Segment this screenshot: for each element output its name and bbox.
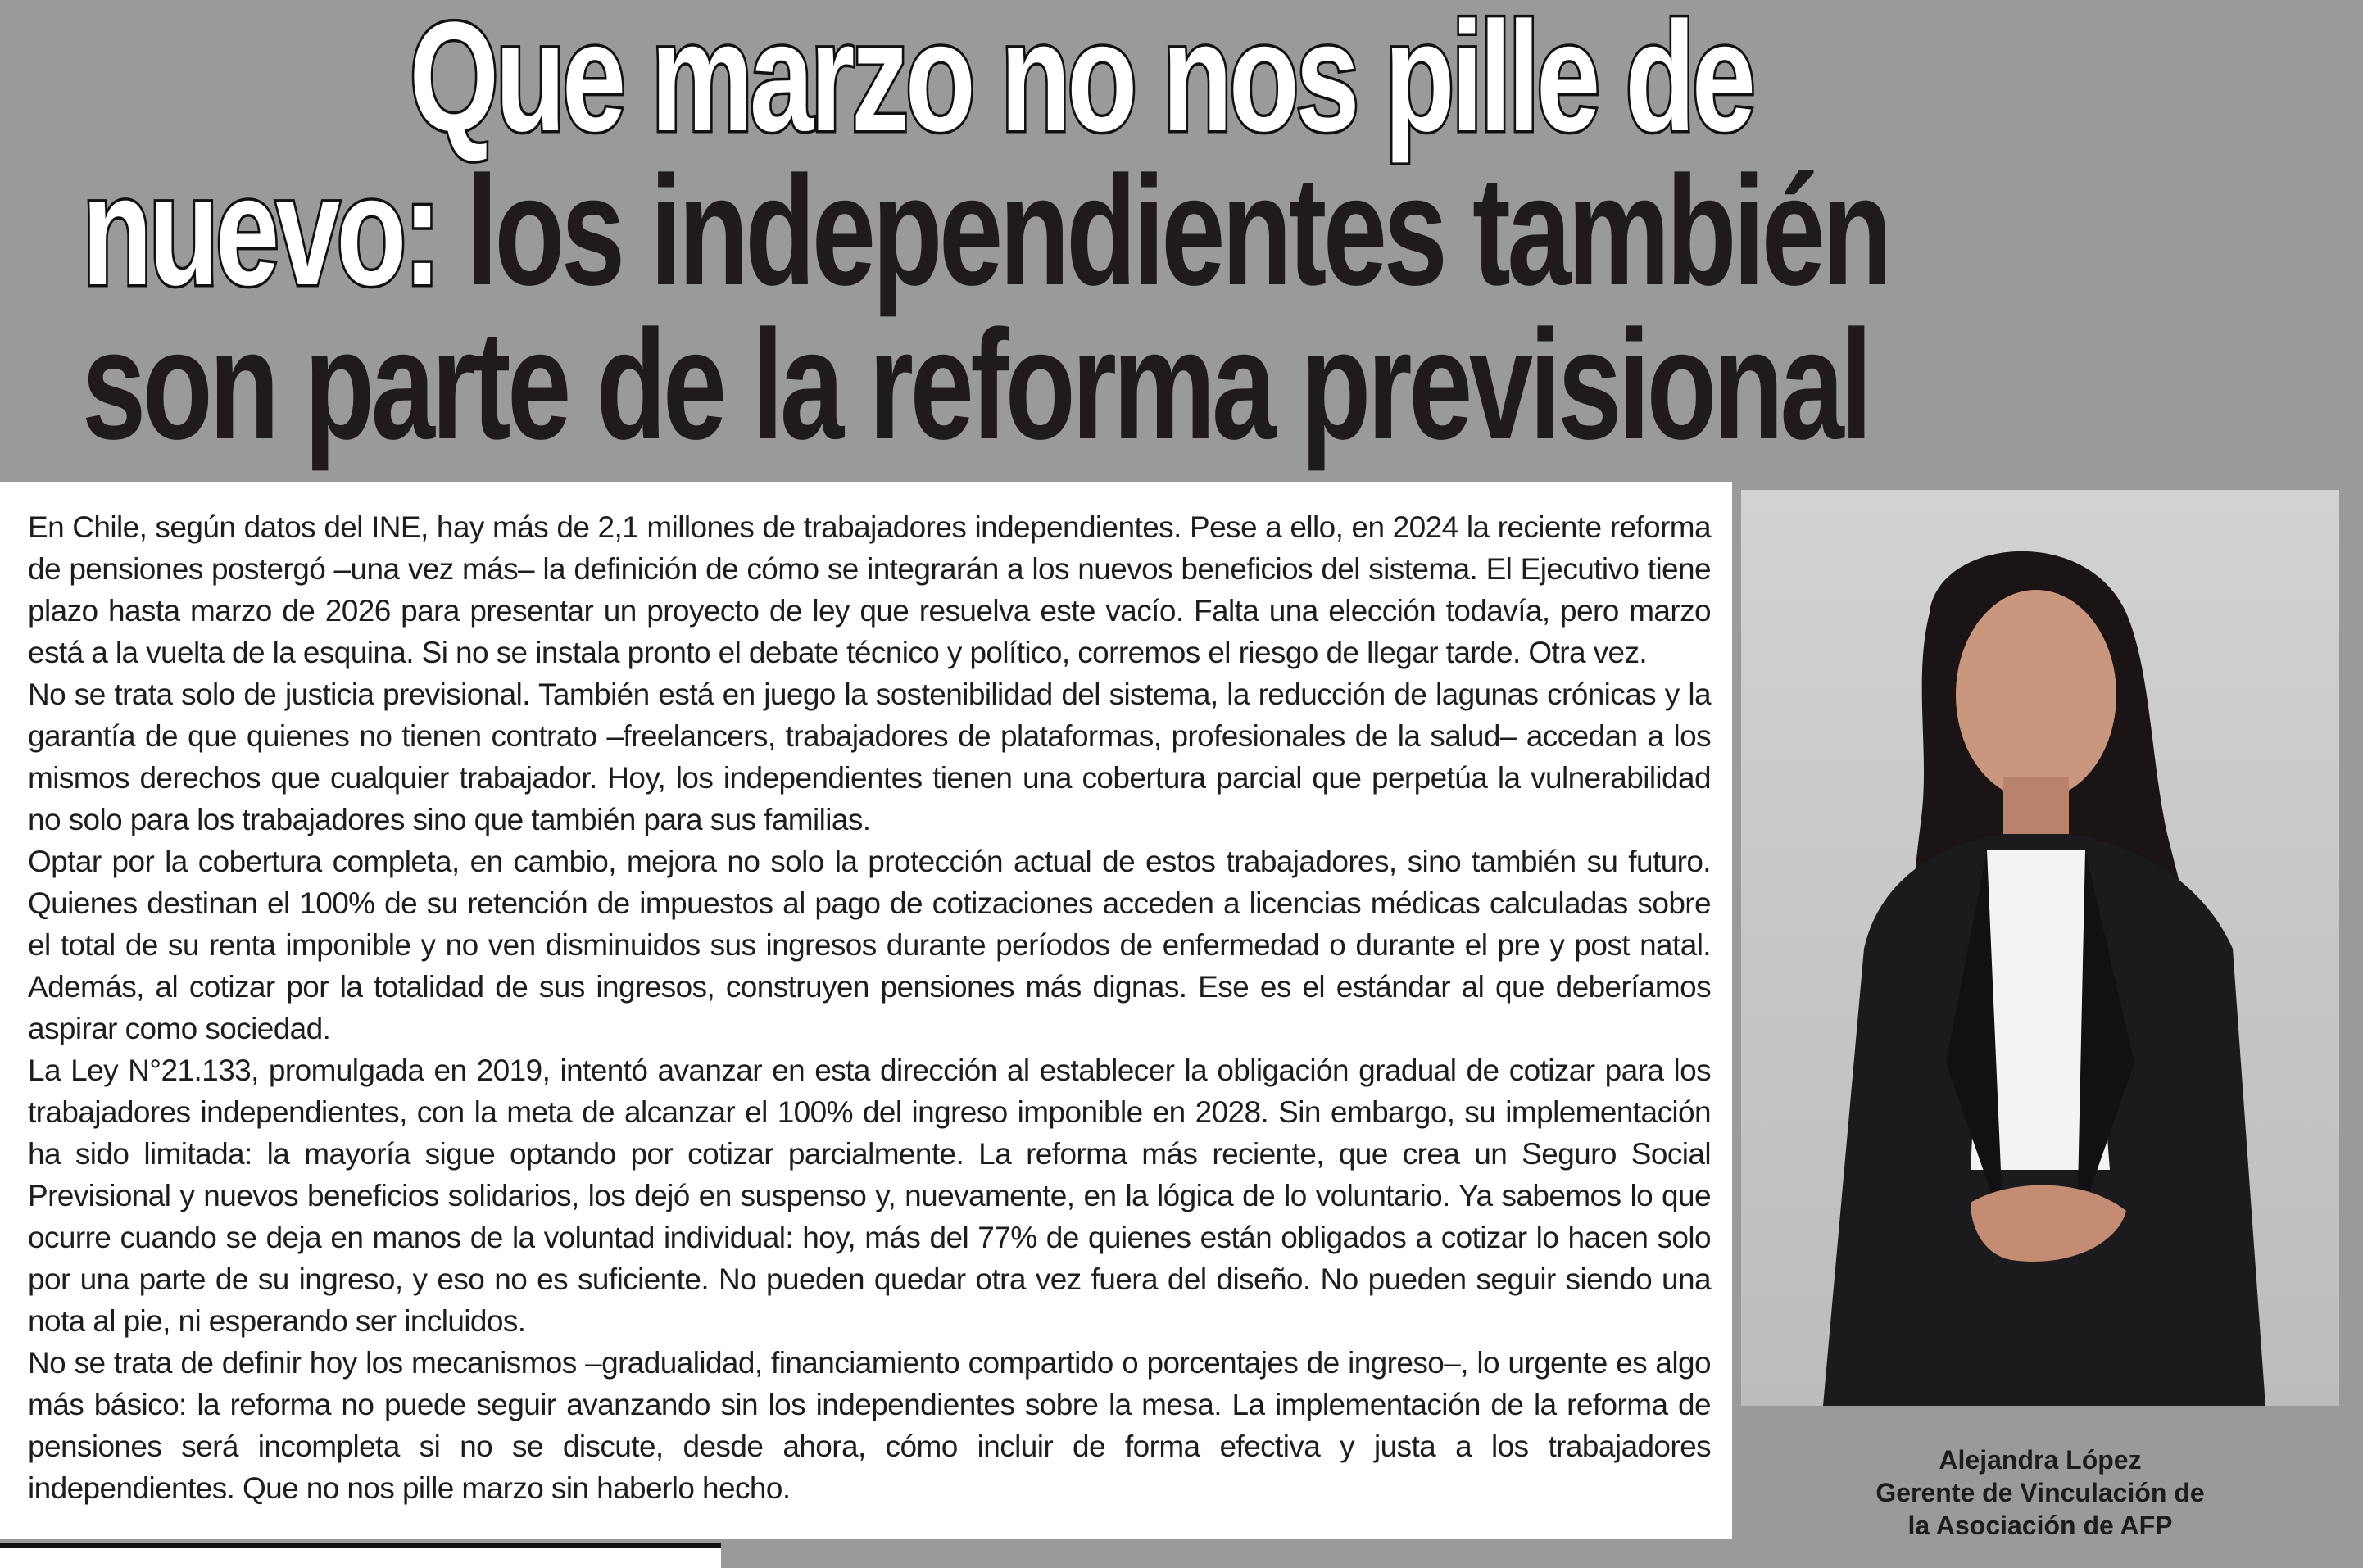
caption-author-name: Alejandra López xyxy=(1939,1445,2142,1475)
headline-highlight-word: nuevo: xyxy=(82,144,438,318)
article-paragraph-2: No se trata solo de justicia previsional. También está en juego la sostenibilidad del sistema, la reducción de lagunas crónicas y la garantía de que quienes no tienen contrato –freelancers, trabajadores de plataformas, profesionales de la salud– accedan a los mismos derechos que cualquier trabajador. Hoy, los independientes tienen una cobertura parcial que perpetúa la vulnerabilidad no solo para los trabajadores sino que también para sus familias. xyxy=(28,678,1711,836)
author-portrait-photo xyxy=(1741,490,2339,1406)
headline-line-1: Que marzo no nos pille de xyxy=(409,0,1753,164)
photo-caption xyxy=(1741,1443,2339,1542)
headline xyxy=(82,0,1889,472)
caption-role-line-2: la Asociación de AFP xyxy=(1907,1511,2173,1540)
article-paragraph-5: No se trata de definir hoy los mecanismos –gradualidad, financiamiento compartido o porcentajes de ingreso–, lo urgente es algo más básico: la reforma no puede seguir avanzando sin los independientes sobre la mesa. La implementación de la reforma de pensiones será incompleta si no se discute, desde ahora, cómo incluir de forma efectiva y justa a los trabajadores independientes. Que no nos pille marzo sin haberlo hecho. xyxy=(28,1346,1711,1505)
portrait-illustration xyxy=(1741,490,2339,1406)
article-paragraph-4: La Ley N°21.133, promulgada en 2019, intentó avanzar en esta dirección al establecer la obligación gradual de cotizar para los trabajadores independientes, con la meta de alcanzar el 100% del ingreso imponible en 2028. Sin embargo, su implementación ha sido limitada: la mayoría sigue optando por cotizar parcialmente. La reforma más reciente, que crea un Seguro Social Previsional y nuevos beneficios solidarios, los dejó en suspenso y, nuevamente, en la lógica de lo voluntario. Ya sabemos lo que ocurre cuando se deja en manos de la voluntad individual: hoy, más del 77% de quienes están obligados a cotizar lo hacen solo por una parte de su ingreso, y eso no es suficiente. No pueden quedar otra vez fuera del diseño. No pueden seguir siendo una nota al pie, ni esperando ser incluidos. xyxy=(28,1054,1711,1338)
caption-role-line-1: Gerente de Vinculación de xyxy=(1875,1478,2205,1507)
article-box xyxy=(0,482,1732,1539)
article-paragraph-3: Optar por la cobertura completa, en cambio, mejora no solo la protección actual de estos trabajadores, sino también su futuro. Quienes destinan el 100% de su retención de impuestos al pago de cotizaciones acceden a licencias médicas calculadas sobre el total de su renta imponible y no ven disminuidos sus ingresos durante períodos de enfermedad o durante el pre y post natal. Además, al cotizar por la totalidad de sus ingresos, construyen pensiones más dignas. Ese es el estándar al que deberíamos aspirar como sociedad. xyxy=(28,845,1711,1045)
next-article-box-edge xyxy=(0,1543,721,1568)
headline-line-2-rest: los independientes también xyxy=(438,144,1889,318)
article-body xyxy=(28,506,1711,1509)
headline-line-2 xyxy=(82,144,1889,318)
headline-line-3: son parte de la reforma previsional xyxy=(82,298,1869,472)
article-paragraph-1: En Chile, según datos del INE, hay más de 2,1 millones de trabajadores independientes. Pese a ello, en 2024 la reciente reforma de pensiones postergó –una vez más– la definición de cómo se integrarán a los nuevos beneficios del sistema. El Ejecutivo tiene plazo hasta marzo de 2026 para presentar un proyecto de ley que resuelva este vacío. Falta una elección todavía, pero marzo está a la vuelta de la esquina. Si no se instala pronto el debate técnico y político, corremos el riesgo de llegar tarde. Otra vez. xyxy=(28,510,1711,669)
